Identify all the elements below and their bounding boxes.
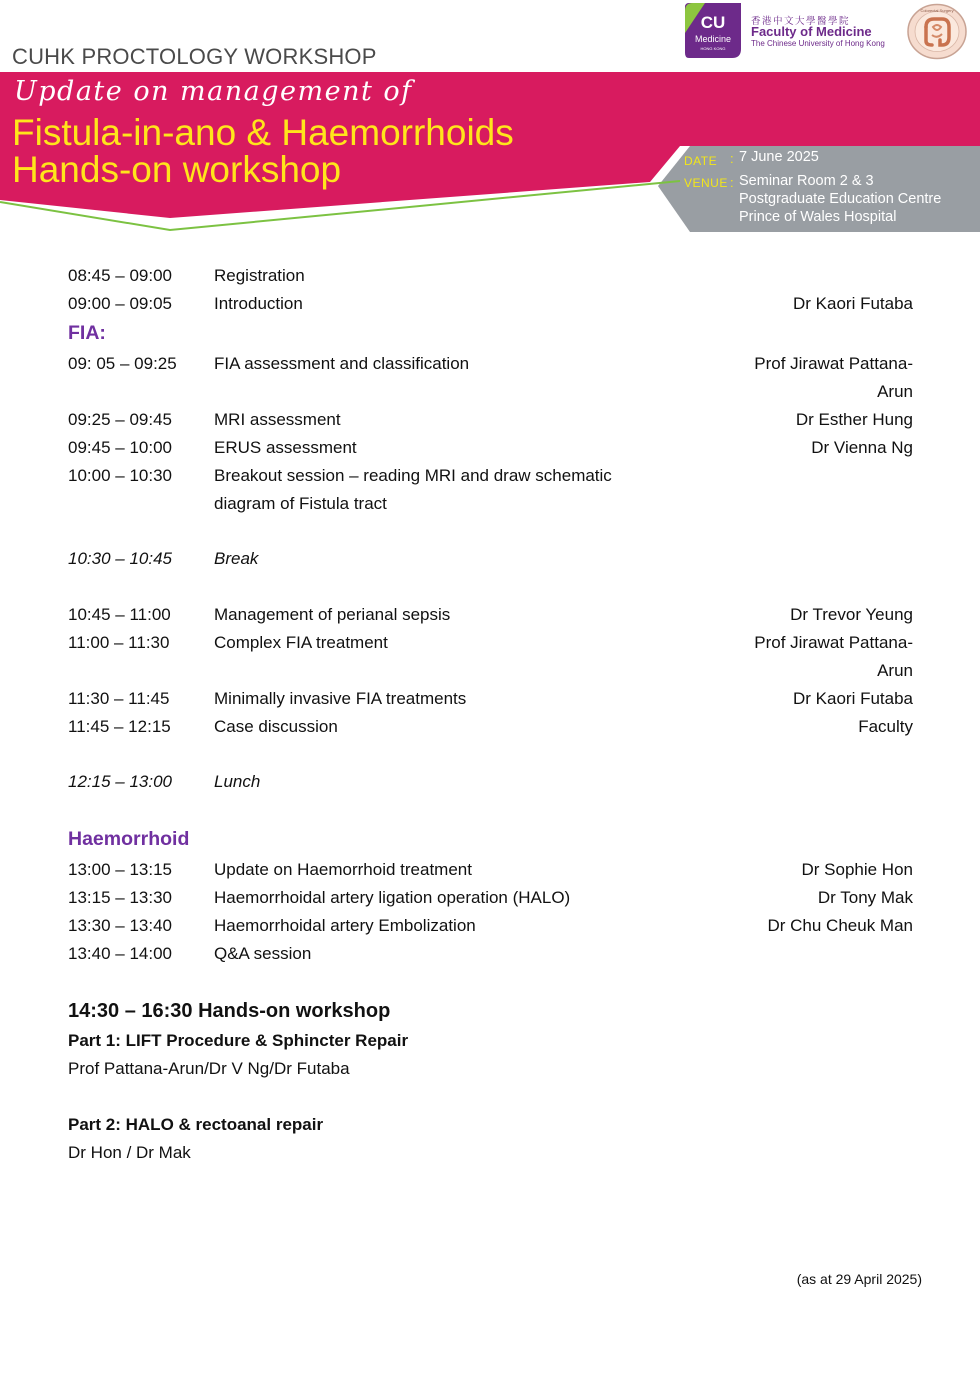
handson-heading: 14:30 – 16:30 Hands-on workshop [68, 1000, 391, 1022]
venue-line1: Seminar Room 2 & 3 [739, 173, 874, 189]
row-time: 13:30 – 13:40 [68, 916, 172, 935]
row-time: 11:30 – 11:45 [68, 689, 170, 708]
row-speaker: Dr Esther Hung [795, 410, 913, 429]
fia-heading: FIA: [68, 322, 106, 344]
row-speaker: Prof Jirawat Pattana- [754, 633, 913, 652]
lunch-time: 12:15 – 13:00 [68, 772, 172, 791]
venue-line2: Postgraduate Education Centre [739, 191, 942, 207]
row-speaker: Faculty [858, 717, 913, 736]
date-value: 7 June 2025 [739, 149, 819, 165]
row-topic: FIA assessment and classification [214, 354, 470, 373]
row-time: 11:45 – 12:15 [68, 717, 171, 736]
row-topic: Introduction [214, 294, 303, 313]
row-time: 11:00 – 11:30 [68, 633, 170, 652]
row-topic: ERUS assessment [214, 438, 357, 457]
row-topic: MRI assessment [214, 410, 341, 429]
date-label: DATE [684, 154, 718, 168]
row-time: 09: 05 – 09:25 [68, 354, 177, 373]
row-topic: Registration [214, 266, 305, 285]
banner-subtitle: Update on management of [14, 76, 413, 107]
row-speaker-cont: Arun [877, 382, 913, 401]
cu-logo-sub: Medicine [694, 34, 732, 44]
haemorrhoid-heading: Haemorrhoid [68, 828, 190, 850]
part2-faculty: Dr Hon / Dr Mak [68, 1143, 191, 1162]
banner-title-line1: Fistula-in-ano & Haemorrhoids [12, 112, 514, 153]
row-speaker: Dr Kaori Futaba [793, 294, 913, 313]
row-time: 09:00 – 09:05 [68, 294, 172, 313]
row-speaker-cont: Arun [877, 661, 913, 680]
row-topic: Complex FIA treatment [214, 633, 388, 652]
row-time: 13:40 – 14:00 [68, 944, 172, 963]
row-speaker: Dr Trevor Yeung [790, 605, 913, 624]
venue-label: VENUE [684, 176, 728, 190]
lunch-label: Lunch [214, 772, 261, 791]
row-topic: Breakout session – reading MRI and draw schematic [214, 466, 612, 485]
row-topic: Case discussion [214, 717, 338, 736]
row-time: 09:25 – 09:45 [68, 410, 172, 429]
row-speaker: Dr Chu Cheuk Man [767, 916, 913, 935]
break-time: 10:30 – 10:45 [68, 549, 172, 568]
row-topic: Haemorrhoidal artery Embolization [214, 916, 476, 935]
row-topic: Q&A session [214, 944, 312, 963]
date-colon: : [730, 151, 734, 166]
faculty-name: Faculty of Medicine [751, 24, 872, 39]
row-topic: Haemorrhoidal artery ligation operation (HALO) [214, 888, 571, 907]
part2-title: Part 2: HALO & rectoanal repair [68, 1115, 324, 1134]
row-speaker: Prof Jirawat Pattana- [754, 354, 913, 373]
row-time: 13:15 – 13:30 [68, 888, 172, 907]
row-topic: Management of perianal sepsis [214, 605, 451, 624]
venue-line3: Prince of Wales Hospital [739, 209, 897, 225]
cu-medicine-logo [685, 3, 741, 58]
row-time: 09:45 – 10:00 [68, 438, 172, 457]
part1-faculty: Prof Pattana-Arun/Dr V Ng/Dr Futaba [68, 1059, 350, 1078]
row-time: 10:00 – 10:30 [68, 466, 172, 485]
row-time: 08:45 – 09:00 [68, 266, 172, 285]
venue-colon: : [730, 175, 734, 190]
part1-title: Part 1: LIFT Procedure & Sphincter Repair [68, 1031, 409, 1050]
date-row [684, 152, 717, 170]
row-topic-cont: diagram of Fistula tract [214, 494, 387, 513]
cu-logo-text: CU [700, 13, 726, 32]
row-speaker: Dr Vienna Ng [811, 438, 913, 457]
as-at-date: (as at 29 April 2025) [796, 1271, 922, 1287]
row-speaker: Dr Tony Mak [817, 888, 913, 907]
row-topic: Minimally invasive FIA treatments [214, 689, 467, 708]
colorectal-logo-text: Colorectal Surgery [920, 8, 954, 13]
row-time: 13:00 – 13:15 [68, 860, 172, 879]
row-time: 10:45 – 11:00 [68, 605, 171, 624]
faculty-chinese-name: 香港中文大學醫學院 [751, 16, 851, 27]
row-speaker: Dr Kaori Futaba [793, 689, 913, 708]
workshop-name: CUHK PROCTOLOGY WORKSHOP [12, 44, 377, 69]
colorectal-surgery-logo [906, 3, 968, 60]
row-topic: Update on Haemorrhoid treatment [214, 860, 472, 879]
banner-title-line2: Hands-on workshop [12, 149, 342, 190]
faculty-university: The Chinese University of Hong Kong [751, 39, 885, 48]
row-speaker: Dr Sophie Hon [801, 860, 913, 879]
cu-logo-place: HONG KONG [700, 46, 726, 51]
break-label: Break [214, 549, 259, 568]
